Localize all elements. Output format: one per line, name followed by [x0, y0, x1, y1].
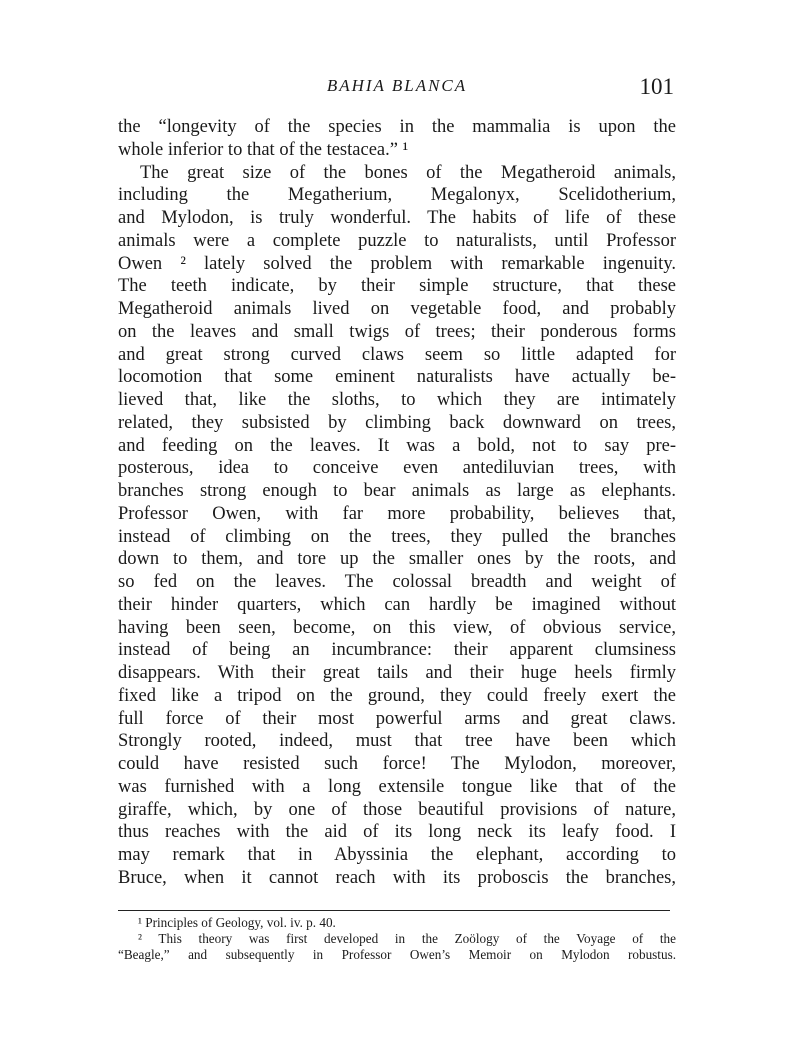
text-line: Professor Owen, with far more probability, believes that,: [118, 503, 676, 524]
footnote-2-continued: “Beagle,” and subsequently in Professor Owen’s Memoir on Mylodon robustus.: [118, 947, 676, 962]
text-line: animals were a complete puzzle to naturalists, until Professor: [118, 230, 676, 251]
text-line: having been seen, become, on this view, of obvious service,: [118, 617, 676, 638]
text-line: including the Megatherium, Megalonyx, Scelidotherium,: [118, 185, 676, 206]
text-line: Megatheroid animals lived on vegetable food, and probably: [118, 299, 676, 319]
text-line: branches strong enough to bear animals as large as elephants.: [118, 481, 676, 501]
text-line: so fed on the leaves. The colossal breadth and weight of: [118, 572, 676, 592]
text-line: full force of their most powerful arms and great claws.: [118, 708, 676, 729]
text-line: related, they subsisted by climbing back downward on trees,: [118, 412, 676, 433]
text-line: The teeth indicate, by their simple structure, that these: [118, 276, 676, 297]
text-line: lieved that, like the sloths, to which they are intimately: [118, 390, 676, 410]
text-line: locomotion that some eminent naturalists have actually be-: [118, 367, 676, 388]
text-line: whole inferior to that of the testacea.” ¹: [118, 139, 409, 160]
page-number: 101: [639, 74, 674, 99]
text-line: their hinder quarters, which can hardly be imagined without: [118, 594, 676, 615]
text-line: may remark that in Abyssinia the elephant, according to: [118, 845, 676, 865]
text-line: and feeding on the leaves. It was a bold, not to say pre-: [118, 435, 676, 456]
text-line: fixed like a tripod on the ground, they could freely exert the: [118, 685, 676, 706]
text-line: Owen ² lately solved the problem with remarkable ingenuity.: [118, 253, 676, 274]
footnotes: [118, 915, 676, 963]
text-line: on the leaves and small twigs of trees; their ponderous forms: [118, 321, 676, 342]
text-line: the “longevity of the species in the mammalia is upon the: [118, 117, 676, 137]
text-line: Bruce, when it cannot reach with its proboscis the branches,: [118, 867, 676, 888]
paragraph-first-line: The great size of the bones of the Megatheroid animals,: [140, 162, 676, 183]
text-line: and Mylodon, is truly wonderful. The habits of life of these: [118, 208, 676, 228]
text-line: was furnished with a long extensile tongue like that of the: [118, 776, 676, 797]
text-line: instead of being an incumbrance: their apparent clumsiness: [118, 640, 676, 661]
footnote-1: ¹ Principles of Geology, vol. iv. p. 40.: [138, 915, 336, 930]
text-line: posterous, idea to conceive even antediluvian trees, with: [118, 458, 676, 479]
text-line: could have resisted such force! The Mylodon, moreover,: [118, 754, 676, 774]
text-line: down to them, and tore up the smaller ones by the roots, and: [118, 549, 676, 570]
text-line: instead of climbing on the trees, they pulled the branches: [118, 526, 676, 547]
text-line: Strongly rooted, indeed, must that tree have been which: [118, 731, 676, 752]
footnote-divider: [118, 910, 670, 911]
footnote-2: ² This theory was first developed in the Zoölogy of the Voyage of the: [138, 931, 676, 946]
text-line: thus reaches with the aid of its long neck its leafy food. I: [118, 822, 676, 843]
body-text: [118, 116, 676, 890]
text-line: and great strong curved claws seem so little adapted for: [118, 344, 676, 365]
page-header: [118, 74, 676, 106]
running-head: BAHIA BLANCA: [326, 76, 468, 95]
text-line: giraffe, which, by one of those beautiful provisions of nature,: [118, 799, 676, 820]
text-line: disappears. With their great tails and their huge heels firmly: [118, 663, 676, 683]
